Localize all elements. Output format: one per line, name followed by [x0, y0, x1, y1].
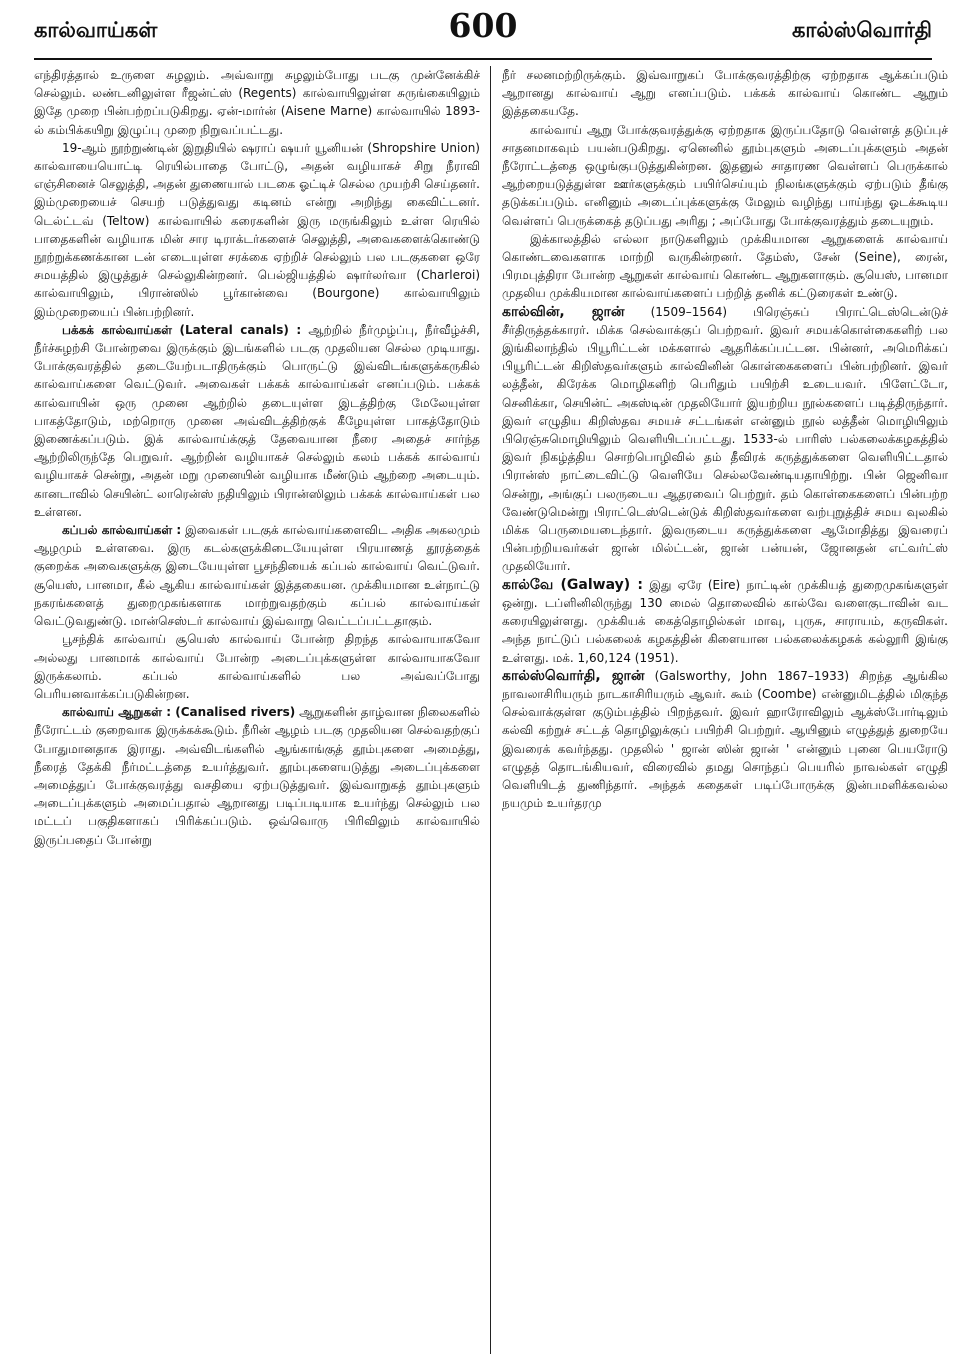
entry-headword: கால்வின், ஜான் — [502, 303, 625, 320]
section-title: கப்பல் கால்வாய்கள் : — [62, 523, 182, 538]
entry-body: (1509–1564) பிரெஞ்சுப் பிராட்டெஸ்டென்டுச் சீர்திருத்தக்காரர். மிக்க செல்வாக்குப் பெற்றவர். இவர் சமயக்கொள்கைகளிற் பல இங்கிலாந்தில் பியூரிட்டன் மக்களால் ஆதரிக்கப்பட்டன. பின்னர், அமெரிக்கப் பியூரிட்டன் கிறிஸ்தவர்களும் கால்வினின் கொள்கைகளைப் பின்பற்றினர். இவர் லத்தீன், கிரேக்க மொழிகளிற் பெரிதும் பயிற்சி உடையவர். பிளேட்டோ, செனிக்கா, செயின்ட் அகஸ்டின் முதலியோர் இயற்றிய நூல்களைப் படித்திருந்தார். இவர் எழுதிய கிறிஸ்தவ சமயச் சட்டங்கள் என்னும் நூல் லத்தீன் மொழியிலும் பிரெஞ்சுமொழியிலும் வெளியிடப்பட்டது. 1533-ல் பாரிஸ் பல்கலைக்கழகத்தில் இவர் நிகழ்த்திய சொற்பொழிவில் தம் தீவிரக் கருத்துக்களை வெளியிட்டதால் பிரான்ஸ் நாட்டைவிட்டு வெளியே செல்லவேண்டியதாயிற்று. பின் ஜெனிவா சென்று, அங்குப் பலருடைய ஆதரவைப் பெற்றுர். தம் கொள்கைகளைப் பின்பற்ற வேண்டுமென்று பிராட்டெஸ்டென்டுக் கிறிஸ்தவர்களை வற்புறுத்திச் சமய வுலகில் மிக்க பெருமையடைந்தார். இவருடைய கருத்துக்களை ஆமோதித்து இவரைப் பின்பற்றியவர்கள் ஜான் மில்ட்டன், ஜான் பன்யன், ஜோனதன் எட்வர்ட்ஸ் முதலியோர். — [502, 304, 948, 574]
page-header — [34, 4, 932, 50]
entry-galway — [502, 576, 948, 667]
paragraph: இக்காலத்தில் எல்லா நாடுகளிலும் முக்கியமான ஆறுகளைக் கால்வாய் கொண்டவைகளாக மாற்றி வருகின்றனர். தேம்ஸ், சேன் (Seine), ரைன், பிரமபுத்திரா போன்ற ஆறுகள் கால்வாய் கொண்ட ஆறுகளாகும். சூயெஸ், பானமா முதலிய முக்கியமான கால்வாய்களைப் பற்றித் தனிக் கட்டுரைகள் உண்டு. — [502, 231, 948, 301]
entry-headword: கால்ஸ்வொர்தி, ஜான் — [502, 667, 645, 684]
header-rule — [34, 58, 932, 60]
entry-headword: கால்வே (Galway) : — [502, 576, 644, 593]
entry-calvin — [502, 303, 948, 576]
canalised-rivers-section — [34, 703, 480, 849]
paragraph: 19-ஆம் நூற்றுண்டின் இறுதியில் ஷராப் ஷயர் யூனியன் (Shropshire Union) கால்வாயையொட்டி ரெயில்பாதை போட்டு, அதன் வழியாகச் சிறு நீராவி எஞ்சினைச் செலுத்தி, அதன் துணையால் படகை ஓட்டிச் செல்ல முயற்சி செய்தனர். இம்முறையைச் செயற் படுத்துவது கடினம் என்று அறிந்து கைவிட்டனர். டெல்ட்டவ் (Teltow) கால்வாயில் கரைகளின் இரு மருங்கிலும் உள்ள ரெயில் பாதைகளின் வழியாக மின் சார டிராக்டர்களைச் செலுத்தி, அவைகளைக்கொண்டு நூற்றுக்கணக்கான டன் எடையுள்ள சரக்கை ஏற்றிச் செல்லும் பல படகுகளை ஒரே சமயத்தில் இழுத்துச் செல்லுகின்றனர். பெல்ஜியத்தில் ஷார்லர்வா (Charleroi) கால்வாயிலும், பிரான்ஸில் பூர்கான்வை (Bourgone) கால்வாயிலும் இம்முறையைப் பின்பற்றினர். — [34, 140, 480, 319]
section-body: ஆறுகளின் தாழ்வான நிலைகளில் நீரோட்டம் குறைவாக இருக்கக்கூடும். நீரின் ஆழம் படகு முதலியன செல்வதற்குப் போதுமானதாக இராது. அவ்விடங்களில் ஆங்காங்குத் தூம்புகளை அமைத்து, நீரைத் தேக்கி நீர்மட்டத்தை உயர்த்துவர். தூம்புகளையடுத்து அடைப்புக்களை அமைத்துப் போக்குவரத்து வசதியை ஏற்படுத்துவர். இவ்வாறுகத் தூம்புகளும் அடைப்புக்களும் அமைப்பதால் ஆறானது படிப்படியாக உயர்ந்து செல்லும் பல மட்டப் பகுதிகளாகப் பிரிக்கப்படும். ஒவ்வொரு பிரிவிலும் கால்வாயில் இருப்பதைப் போன்று — [34, 705, 480, 847]
paragraph: எந்திரத்தால் உருளை சுழலும். அவ்வாறு சுழலும்போது படகு முன்னேக்கிச் செல்லும். லண்டனிலுள்ள ரீஜன்ட்ஸ் (Regents) கால்வாயிலுள்ள சுருங்கையிலும் இதே முறை பின்பற்றப்படுகிறது. ஏன்-மார்ன் (Aisene Marne) கால்வாயில் 1893-ல் கம்பிக்கயிறு இழுப்பு முறை நிறுவப்பட்டது. — [34, 68, 480, 137]
paragraph: கால்வாய் ஆறு போக்குவரத்துக்கு ஏற்றதாக இருப்பதோடு வெள்ளத் தடுப்புச் சாதனமாகவும் பயன்படுகிறது. ஏனெனில் தூம்புகளும் அடைப்புக்களும் அதன் நீரோட்டத்தை ஒழுங்குபடுத்துகின்றன. இதனுல் சாதாரண வெள்ளப் பெருக்கால் ஆற்றையடுத்துள்ள ஊர்களுக்கும் பயிர்செய்யும் நிலங்களுக்கும் ஏற்படும் தீங்கு தடுக்கப்படும். எனினும் அடைப்புக்களுக்கு மேலும் வழிந்து பாய்ந்து ஓடக்கூடிய வெள்ளப் பெருக்கைத் தடுப்பது அரிது ; அப்போது போக்குவரத்தும் தடையுறும். — [502, 122, 948, 228]
page-number: 600 — [448, 6, 518, 45]
ship-canals-section — [34, 521, 480, 630]
section-title: பக்கக் கால்வாய்கள் (Lateral canals) : — [62, 322, 302, 337]
entry-galsworthy — [502, 667, 948, 813]
lateral-canals-section — [34, 321, 480, 521]
running-head-left: கால்வாய்கள் — [34, 18, 158, 42]
entry-body: இது ஏரே (Eire) நாட்டின் முக்கியத் துறைமுகங்களுள் ஒன்று. டப்ளினிலிருந்து 130 மைல் தொலைவில் கால்வே வளைகுடாவின் வட கரையிலுள்ளது. முக்கியக் கைத்தொழில்கள் மாவு, புருசு, சாராயம், கருவிகள். அந்த நாட்டுப் பல்கலைக் கழகத்தின் கிளையான பல்கலைக்கழகக் கல்லூரி இங்கு உள்ளது. மக். 1,60,124 (1951). — [502, 577, 948, 665]
section-title: கால்வாய் ஆறுகள் : (Canalised rivers) — [62, 705, 296, 720]
column-divider — [490, 66, 491, 1354]
paragraph: பூசந்திக் கால்வாய் சூயெஸ் கால்வாய் போன்ற திறந்த கால்வாயாகவோ அல்லது பானமாக் கால்வாய் போன்ற அடைப்புக்களுள்ள கால்வாயாகவோ இருக்கலாம். கப்பல் கால்வாய்களில் பல அவ்வப்போது பெரியனவாக்கப்படுகின்றன. — [34, 632, 480, 701]
right-column — [502, 66, 948, 1360]
entry-body: (Galsworthy, John 1867–1933) சிறந்த ஆங்கில நாவலாசிரியரும் நாடகாசிரியரும் ஆவர். கூம் (Coombe) என்னுமிடத்தில் மிகுந்த செல்வாக்குள்ள குடும்பத்தில் பிறந்தவர். இவர் ஹாரோவிலும் ஆக்ஸ்போர்டிலும் கல்வி கற்றுச் சட்டத் தொழிலுக்குப் பயிற்சி பெற்றுர். ஆயினும் எழுத்துத் துறையே இவரைக் கவர்ந்தது. முதலில் ' ஜான் ஸின் ஜான் ' என்னும் புனை பெயரோடு எழுதத் தொடங்கியவர், விரைவில் தமது சொந்தப் பெயரில் நாவல்கள் எழுதி வெளியிடத் துணிந்தார். அந்தக் கதைகள் படிப்போருக்கு இன்பமளிக்கவல்ல நயமும் உயர்தரமு — [502, 668, 948, 811]
left-column — [34, 66, 480, 1360]
section-body: ஆற்றில் நீர்முழ்ப்பு, நீர்வீழ்ச்சி, நீர்ச்சுழற்சி போன்றவை இருக்கும் இடங்களில் படகு முதலியன செல்ல முடியாது. போக்குவரத்தில் தடையேற்படாதிருக்கும் பொருட்டு இவ்விடங்களுக்கருகில் கால்வாய்களை வெட்டுவர். அவைகள் பக்கக் கால்வாய்கள் எனப்படும். பக்கக் கால்வாயின் ஒரு முனை ஆற்றில் தடையுள்ள இடத்திற்கு மேலேயுள்ள பாகத்தோடும், மற்றொரு முனை அவ்விடத்திற்குக் கீழேயுள்ள பாகத்தோடும் இணைக்கப்படும். இக் கால்வாய்க்குத் தேவையான நீரை அதைச் சார்ந்த ஆற்றிலிருந்தே பெறுவர். ஆற்றின் வழியாகச் செல்லும் கலம் பக்கக் கால்வாய் வழியாகச் சென்று, அதன் மறு முனையின் வழியாக மீண்டும் ஆற்றை அடையும். கானடாவில் செயின்ட் லாரென்ஸ் நதியிலும் பிரான்ஸிலும் பக்கக் கால்வாய்கள் பல உள்ளன. — [34, 322, 480, 519]
running-head-right: கால்ஸ்வொர்தி — [792, 18, 932, 42]
paragraph: நீர் சலனமற்றிருக்கும். இவ்வாறுகப் போக்குவரத்திற்கு ஏற்றதாக ஆக்கப்படும் ஆறானது கால்வாய் ஆறு எனப்படும். பக்கக் கால்வாய் கொண்ட ஆறும் இத்தகையதே. — [502, 68, 948, 119]
section-body: இவைகள் படகுக் கால்வாய்களைவிட அதிக அகலமும் ஆழமும் உள்ளவை. இரு கடல்களுக்கிடையேயுள்ள பிரயாணத் தூரத்தைக் குறைக்க அவைகளுக்கு இடையேயுள்ள பூசந்தியைக் கப்பல் கால்வாய் வெட்டுவர். சூயெஸ், பானமா, கீல் ஆகிய கால்வாய்கள் இத்தகையன. முக்கியமான உள்நாட்டு நகரங்களைத் துறைமுகங்களாக மாற்றுவதற்கும் கப்பல் கால்வாய்கள் வெட்டுவதுண்டு. மான்செஸ்டர் கால்வாய் இவ்வாறு வெட்டப்பட்டதாகும். — [34, 523, 480, 629]
